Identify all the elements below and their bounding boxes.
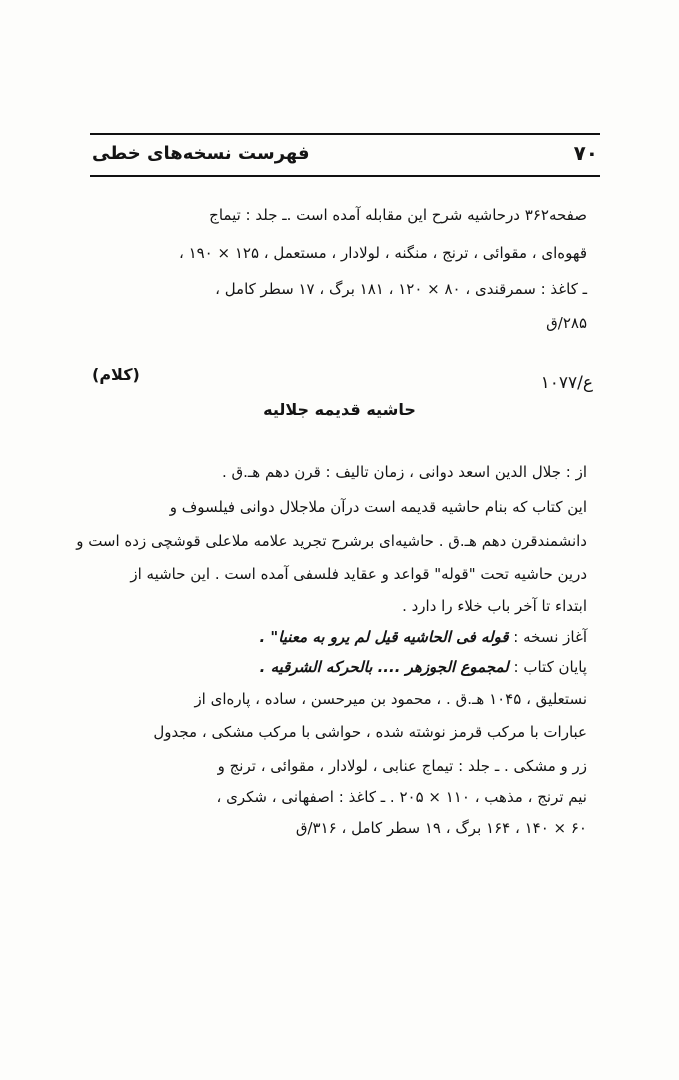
continuation-line: ـ کاغذ : سمرقندی ، ۸۰ × ۱۲۰ ، ۱۸۱ برگ ، ۱۷ سطر کامل ، bbox=[215, 280, 587, 298]
description-line: ابتداء تا آخر باب خلاء را دارد . bbox=[402, 597, 587, 615]
running-title: فهرست نسخه‌های خطی bbox=[92, 143, 310, 164]
continuation-line: قهوه‌ای ، مقوائی ، ترنج ، منگنه ، لولادار ، مستعمل ، ۱۲۵ × ۱۹۰ ، bbox=[178, 244, 587, 262]
entry-number: ۱۰۷۷/ع bbox=[540, 373, 593, 393]
incipit-text: قوله فی الحاشیه قیل لم یرو به معنیا" . bbox=[259, 628, 509, 646]
description-line: این کتاب که بنام حاشیه قدیمه است درآن ملاجلال دوانی فیلسوف و bbox=[169, 498, 587, 516]
explicit-line bbox=[260, 657, 587, 677]
physical-description-line: ۶۰ × ۱۴۰ ، ۱۶۴ برگ ، ۱۹ سطر کامل ، ۳۱۶/ق bbox=[295, 819, 587, 837]
description-line: درین حاشیه تحت "قوله" قواعد و عقاید فلسفی آمده است . این حاشیه از bbox=[130, 565, 587, 583]
description-line: دانشمندقرن دهم هـ.ق . حاشیه‌ای برشرح تجرید علامه ملاعلی قوشچی زده است و bbox=[76, 532, 587, 550]
continuation-line: ۲۸۵/ق bbox=[546, 314, 587, 332]
continuation-line: صفحه۳۶۲ درحاشیه شرح این مقابله آمده است .ـ جلد : تیماج bbox=[209, 206, 587, 224]
entry-subject: (کلام) bbox=[92, 365, 140, 384]
physical-description-line: نیم ترنج ، مذهب ، ۱۱۰ × ۲۰۵ . ـ کاغذ : اصفهانی ، شکری ، bbox=[216, 788, 587, 806]
physical-description-line: عبارات با مرکب قرمز نوشته شده ، حواشی با مرکب مشکی ، مجدول bbox=[153, 723, 587, 741]
explicit-label: پایان کتاب : bbox=[513, 658, 587, 676]
physical-description-line: زر و مشکی . ـ جلد : تیماج عنابی ، لولادار ، مقوائی ، ترنج و bbox=[217, 757, 587, 775]
incipit-line bbox=[259, 627, 587, 647]
physical-description-line: نستعلیق ، ۱۰۴۵ هـ.ق . ، محمود بن میرحسن ، ساده ، پاره‌ای از bbox=[194, 690, 587, 708]
page-header bbox=[90, 133, 600, 177]
author-line: از : جلال الدین اسعد دوانی ، زمان تالیف : قرن دهم هـ.ق . bbox=[221, 463, 587, 481]
incipit-label: آغاز نسخه : bbox=[513, 628, 587, 646]
page-number: ۷۰ bbox=[573, 141, 598, 165]
entry-title: حاشیه قدیمه جلالیه bbox=[263, 400, 416, 419]
explicit-text: لمجموع الجوزهر .... بالحرکه الشرقیه . bbox=[259, 658, 509, 676]
